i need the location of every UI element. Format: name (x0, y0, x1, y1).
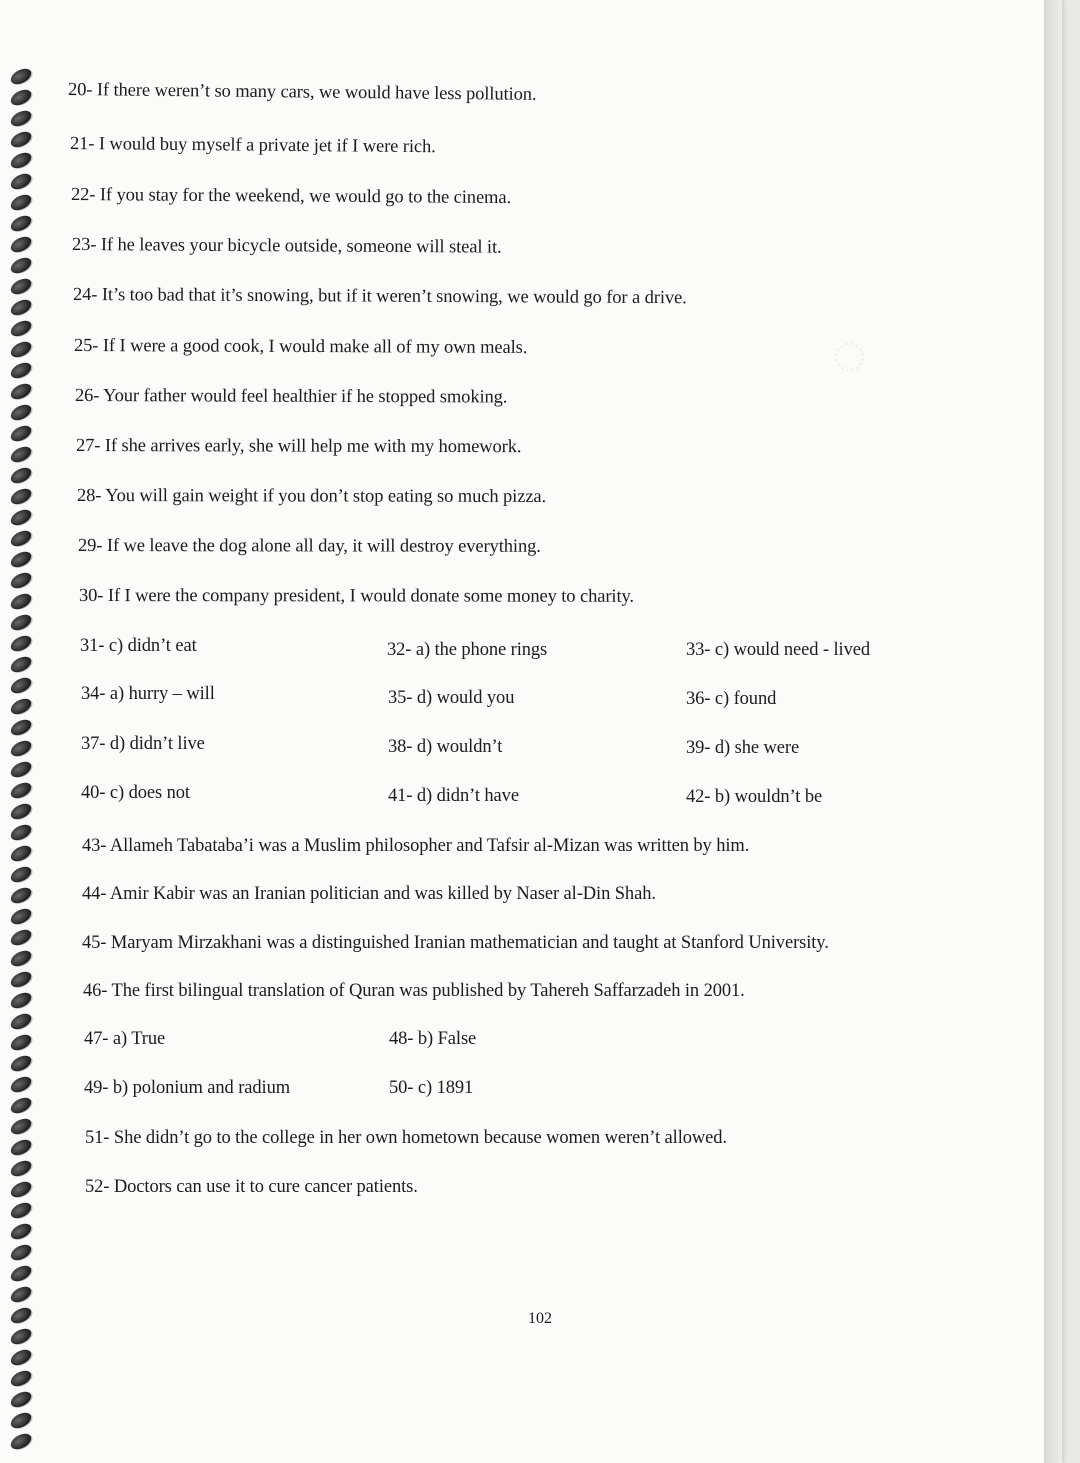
binding-ring (8, 150, 34, 172)
binding-ring (8, 129, 34, 151)
binding-ring (8, 1095, 34, 1117)
binding-ring (8, 1410, 34, 1432)
binding-ring (8, 1368, 34, 1390)
binding-ring (8, 654, 34, 676)
binding-ring (8, 1179, 34, 1201)
binding-ring (8, 990, 34, 1012)
answer-line: 26- Your father would feel healthier if he stopped smoking. (74, 386, 508, 408)
binding-ring (8, 213, 34, 235)
answer-cell: 49- b) polonium and radium (84, 1078, 291, 1098)
binding-ring (8, 1032, 34, 1054)
answer-cell: 39- d) she were (686, 738, 800, 758)
binding-ring (8, 171, 34, 193)
answer-line: 22- If you stay for the weekend, we would go to the cinema. (70, 185, 512, 209)
binding-ring (8, 906, 34, 928)
answer-cell: 42- b) wouldn’t be (686, 787, 823, 807)
binding-ring (8, 822, 34, 844)
binding-ring (8, 1074, 34, 1096)
binding-ring (8, 675, 34, 697)
answer-cell: 38- d) wouldn’t (388, 737, 503, 757)
answer-line: 45- Maryam Mirzakhani was a distinguished Iranian mathematician and taught at Stanford University. (82, 933, 829, 953)
answer-line: 27- If she arrives early, she will help me with my homework. (75, 436, 522, 458)
answer-cell: 40- c) does not (81, 783, 190, 803)
answer-cell: 36- c) found (686, 689, 777, 709)
binding-ring (8, 1263, 34, 1285)
binding-ring (8, 696, 34, 718)
binding-ring (8, 1242, 34, 1264)
answer-cell: 33- c) would need - lived (686, 640, 870, 660)
binding-ring (8, 318, 34, 340)
binding-ring (8, 465, 34, 487)
answer-line: 23- If he leaves your bicycle outside, someone will steal it. (71, 235, 502, 258)
binding-ring (8, 927, 34, 949)
answer-cell: 48- b) False (389, 1029, 477, 1049)
binding-ring (8, 1284, 34, 1306)
answer-line: 21- I would buy myself a private jet if I were rich. (69, 134, 436, 158)
binding-ring (8, 780, 34, 802)
binding-ring (8, 801, 34, 823)
page-edge (1044, 0, 1062, 1463)
binding-ring (8, 864, 34, 886)
binding-ring (8, 717, 34, 739)
binding-ring (8, 234, 34, 256)
answer-cell: 37- d) didn’t live (81, 734, 205, 754)
binding-ring (8, 1158, 34, 1180)
binding-ring (8, 360, 34, 382)
page-number: 102 (528, 1310, 552, 1327)
binding-ring (8, 570, 34, 592)
binding-ring (8, 738, 34, 760)
binding-ring (8, 192, 34, 214)
answer-line: 25- If I were a good cook, I would make all of my own meals. (73, 336, 528, 358)
binding-ring (8, 444, 34, 466)
answer-line: 30- If I were the company president, I would donate some money to charity. (78, 586, 634, 607)
binding-ring (8, 381, 34, 403)
binding-ring (8, 276, 34, 298)
answer-line: 29- If we leave the dog alone all day, it will destroy everything. (77, 536, 541, 557)
binding-ring (8, 486, 34, 508)
binding-ring (8, 591, 34, 613)
binding-ring (8, 1053, 34, 1075)
binding-ring (8, 1221, 34, 1243)
binding-ring (8, 423, 34, 445)
binding-ring (8, 1389, 34, 1411)
binding-ring (8, 507, 34, 529)
binding-ring (8, 1305, 34, 1327)
answer-line: 46- The first bilingual translation of Quran was published by Tahereh Saffarzadeh in 2001. (83, 981, 745, 1001)
binding-ring (8, 108, 34, 130)
binding-ring (8, 1011, 34, 1033)
answer-cell: 50- c) 1891 (389, 1078, 474, 1098)
binding-ring (8, 1431, 34, 1453)
binding-ring (8, 87, 34, 109)
binding-ring (8, 549, 34, 571)
binding-ring (8, 1347, 34, 1369)
binding-ring (8, 612, 34, 634)
binding-ring (8, 297, 34, 319)
answer-line: 51- She didn’t go to the college in her own hometown because women weren’t allowed. (85, 1128, 727, 1148)
binding-ring (8, 633, 34, 655)
binding-ring (8, 528, 34, 550)
answer-cell: 35- d) would you (388, 688, 515, 708)
binding-ring (8, 843, 34, 865)
binding-ring (8, 339, 34, 361)
answer-line: 43- Allameh Tabataba’i was a Muslim philosopher and Tafsir al-Mizan was written by him. (82, 836, 750, 856)
binding-ring (8, 255, 34, 277)
answer-cell: 34- a) hurry – will (81, 684, 215, 704)
answer-line: 20- If there weren’t so many cars, we would have less pollution. (67, 80, 537, 105)
binding-ring (8, 948, 34, 970)
answer-cell: 32- a) the phone rings (387, 640, 548, 660)
answer-cell: 31- c) didn’t eat (80, 636, 197, 656)
answer-cell: 47- a) True (84, 1029, 166, 1049)
binding-ring (8, 759, 34, 781)
answer-line: 24- It’s too bad that it’s snowing, but if it weren’t snowing, we would go for a drive. (72, 285, 687, 309)
binding-ring (8, 1326, 34, 1348)
spiral-binding (0, 60, 46, 1463)
faint-watermark (813, 316, 882, 393)
answer-line: 44- Amir Kabir was an Iranian politician and was killed by Naser al-Din Shah. (82, 884, 656, 904)
answer-line: 52- Doctors can use it to cure cancer patients. (85, 1177, 418, 1197)
binding-ring (8, 402, 34, 424)
binding-ring (8, 1200, 34, 1222)
binding-ring (8, 1137, 34, 1159)
binding-ring (8, 885, 34, 907)
answer-line: 28- You will gain weight if you don’t stop eating so much pizza. (76, 486, 547, 507)
answer-cell: 41- d) didn’t have (388, 786, 519, 806)
binding-ring (8, 969, 34, 991)
binding-ring (8, 66, 34, 88)
binding-ring (8, 1116, 34, 1138)
